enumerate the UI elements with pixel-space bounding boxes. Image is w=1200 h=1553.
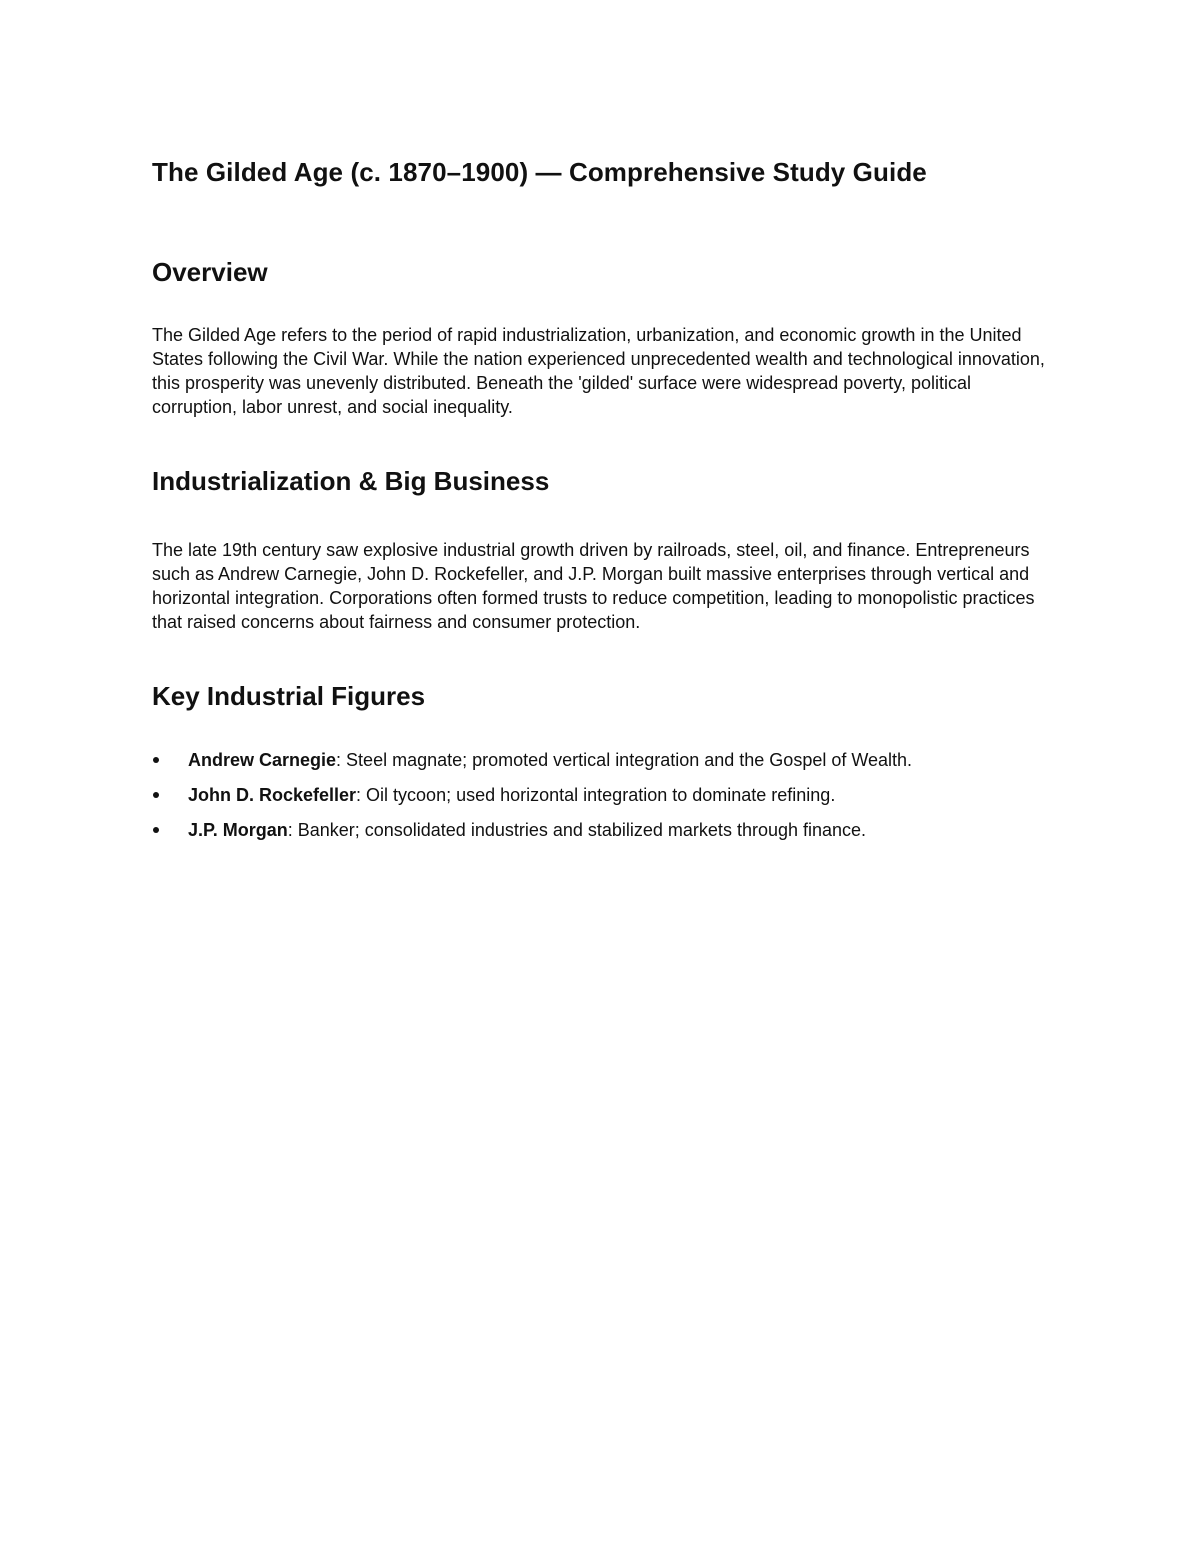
document-content [152, 155, 1052, 853]
list-item [152, 748, 1052, 772]
key-figures-list [152, 748, 1052, 842]
figure-name: Andrew Carnegie [188, 750, 337, 770]
bullet-icon [153, 757, 159, 763]
list-item [152, 783, 1052, 807]
figure-name: John D. Rockefeller [188, 785, 357, 805]
figure-description: : Steel magnate; promoted vertical integration and the Gospel of Wealth. [336, 750, 913, 770]
industrialization-paragraph: The late 19th century saw explosive industrial growth driven by railroads, steel, oil, and finance. Entrepreneurs such as Andrew Carnegie, John D. Rockefeller, and J.P. Morgan built massive enterprises through vertical and horizontal integration. Corporations often formed trusts to reduce competition, leading to monopolistic practices that raised concerns about fairness and consumer protection. [152, 540, 1035, 632]
bullet-icon [153, 792, 159, 798]
section-heading-industrialization: Industrialization & Big Business [152, 466, 550, 496]
bullet-icon [153, 827, 159, 833]
figure-name: J.P. Morgan [188, 820, 288, 840]
section-heading-key-figures: Key Industrial Figures [152, 681, 426, 711]
document-title: The Gilded Age (c. 1870–1900) — Comprehensive Study Guide [152, 157, 927, 187]
section-heading-overview: Overview [152, 257, 268, 287]
figure-description: : Oil tycoon; used horizontal integration to dominate refining. [356, 785, 836, 805]
overview-paragraph: The Gilded Age refers to the period of rapid industrialization, urbanization, and economic growth in the United States following the Civil War. While the nation experienced unprecedented wealth and technological innovation, this prosperity was unevenly distributed. Beneath the 'gilded' surface were widespread poverty, political corruption, labor unrest, and social inequality. [152, 325, 1045, 417]
list-item [152, 818, 1052, 842]
figure-description: : Banker; consolidated industries and stabilized markets through finance. [287, 820, 867, 840]
